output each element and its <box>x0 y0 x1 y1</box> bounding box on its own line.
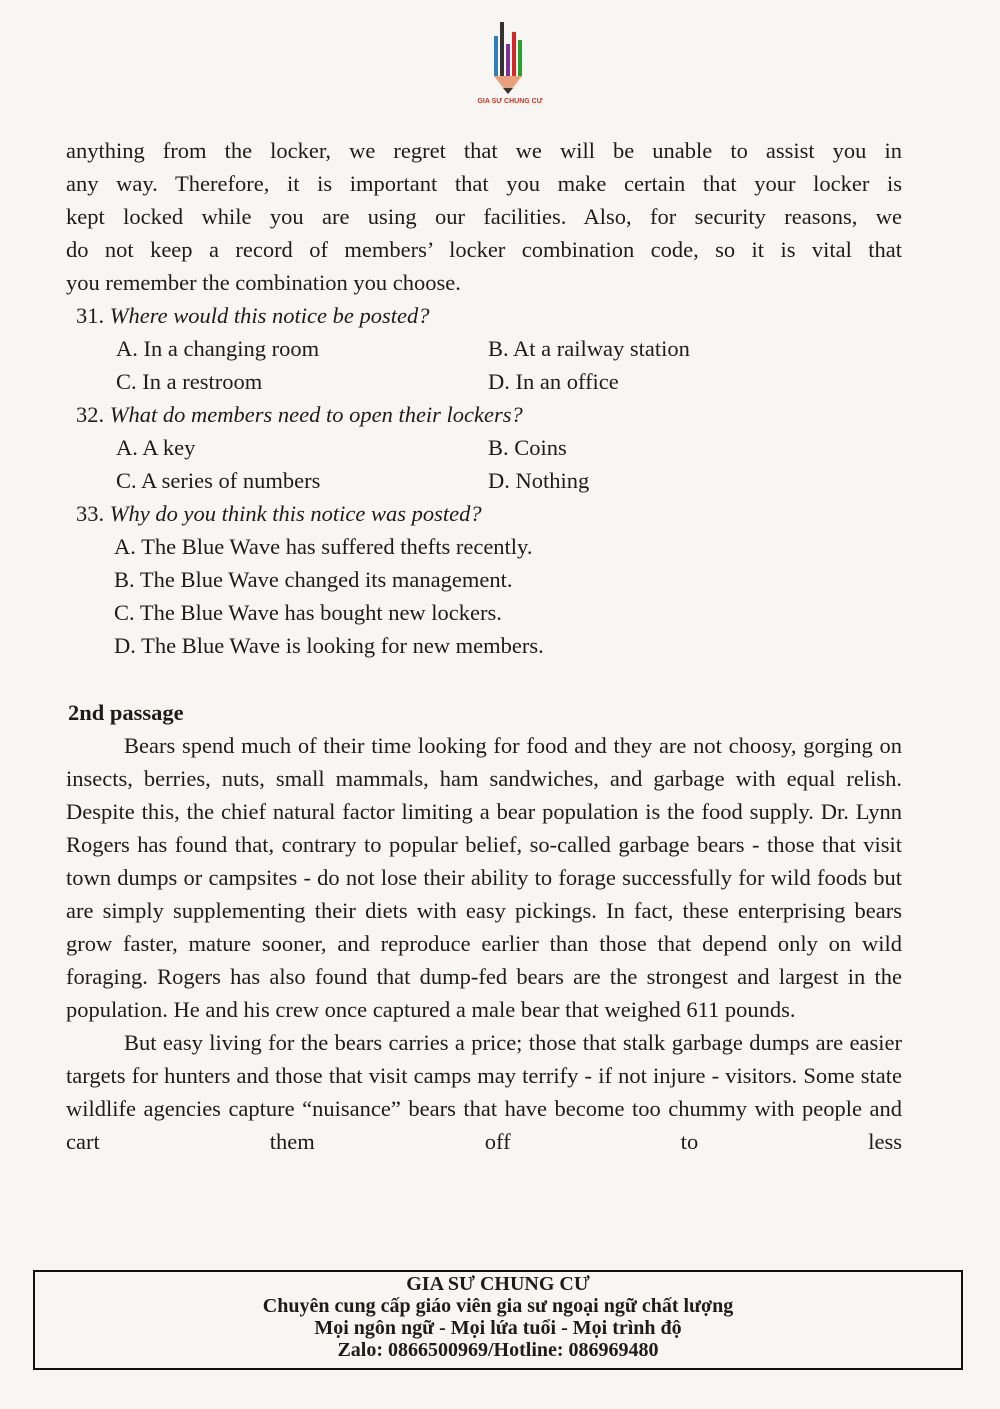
question-number: 32. <box>76 402 105 427</box>
question-32 <box>76 398 902 431</box>
option-b: B. Coins <box>488 435 567 460</box>
options-row <box>116 332 902 365</box>
question-number: 33. <box>76 501 105 526</box>
text-line: kept locked while you are using our facilities. Also, for security reasons, we <box>66 204 902 229</box>
footer-title: GIA SƯ CHUNG CƯ <box>406 1273 590 1295</box>
question-text: What do members need to open their lockers? <box>109 402 523 427</box>
footer-tagline: Chuyên cung cấp giáo viên gia sư ngoại ngữ chất lượng <box>262 1295 734 1317</box>
passage2-paragraph-2: But easy living for the bears carries a price; those that stalk garbage dumps are easier targets for hunters and those that visit camps may terrify - if not injure - visitors. Some state wildlife agencies capture “nuisance” bears that have become too chummy with people and cart them off to less <box>66 1030 902 1154</box>
logo <box>470 14 550 114</box>
option-d: D. In an office <box>488 369 619 394</box>
passage2-paragraph-1: Bears spend much of their time looking for food and they are not choosy, gorging on insects, berries, nuts, small mammals, ham sandwiches, and garbage with equal relish. Despite this, the chief natural factor limiting a bear population is the food supply. Dr. Lynn Rogers has found that, contrary to popular belief, so-called garbage bears - those that visit town dumps or campsites - do not lose their ability to forage successfully for wild foods but are simply supplementing their diets with easy pickings. In fact, these enterprising bears grow faster, mature sooner, and reproduce earlier than those that depend only on wild foraging. Rogers has also found that dump-fed bears are the strongest and largest in the population. He and his crew once captured a male bear that weighed 611 pounds. <box>66 733 902 1022</box>
text-line: you remember the combination you choose. <box>66 270 461 295</box>
page-content <box>66 134 902 1158</box>
option-b: B. At a railway station <box>488 336 690 361</box>
question-33 <box>76 497 902 530</box>
option-a: A. In a changing room <box>116 336 320 361</box>
text-line: do not keep a record of members’ locker combination code, so it is vital that <box>66 237 902 262</box>
option-c: C. A series of numbers <box>116 468 321 493</box>
footer-box <box>33 1270 963 1370</box>
passage1-tail <box>66 134 902 299</box>
options-row <box>116 464 902 497</box>
option-d: D. The Blue Wave is looking for new members. <box>114 633 544 658</box>
options-row <box>116 431 902 464</box>
pencil-logo-icon <box>470 14 550 98</box>
options-row <box>116 365 902 398</box>
text-line: anything from the locker, we regret that we will be unable to assist you in <box>66 138 902 163</box>
text-line: any way. Therefore, it is important that you make certain that your locker is <box>66 171 902 196</box>
footer-contact: Zalo: 0866500969/Hotline: 086969480 <box>337 1339 659 1361</box>
question-31 <box>76 299 902 332</box>
logo-text: GIA SƯ CHUNG CƯ <box>477 98 543 105</box>
option-d: D. Nothing <box>488 468 590 493</box>
section-heading: 2nd passage <box>68 700 184 725</box>
question-text: Why do you think this notice was posted? <box>109 501 482 526</box>
option-c: C. In a restroom <box>116 369 263 394</box>
question-number: 31. <box>76 303 105 328</box>
option-c: C. The Blue Wave has bought new lockers. <box>114 600 502 625</box>
footer-slogan: Mọi ngôn ngữ - Mọi lứa tuổi - Mọi trình độ <box>314 1317 682 1339</box>
question-text: Where would this notice be posted? <box>109 303 430 328</box>
option-a: A. A key <box>116 435 196 460</box>
option-a: A. The Blue Wave has suffered thefts recently. <box>114 534 533 559</box>
option-b: B. The Blue Wave changed its management. <box>114 567 513 592</box>
